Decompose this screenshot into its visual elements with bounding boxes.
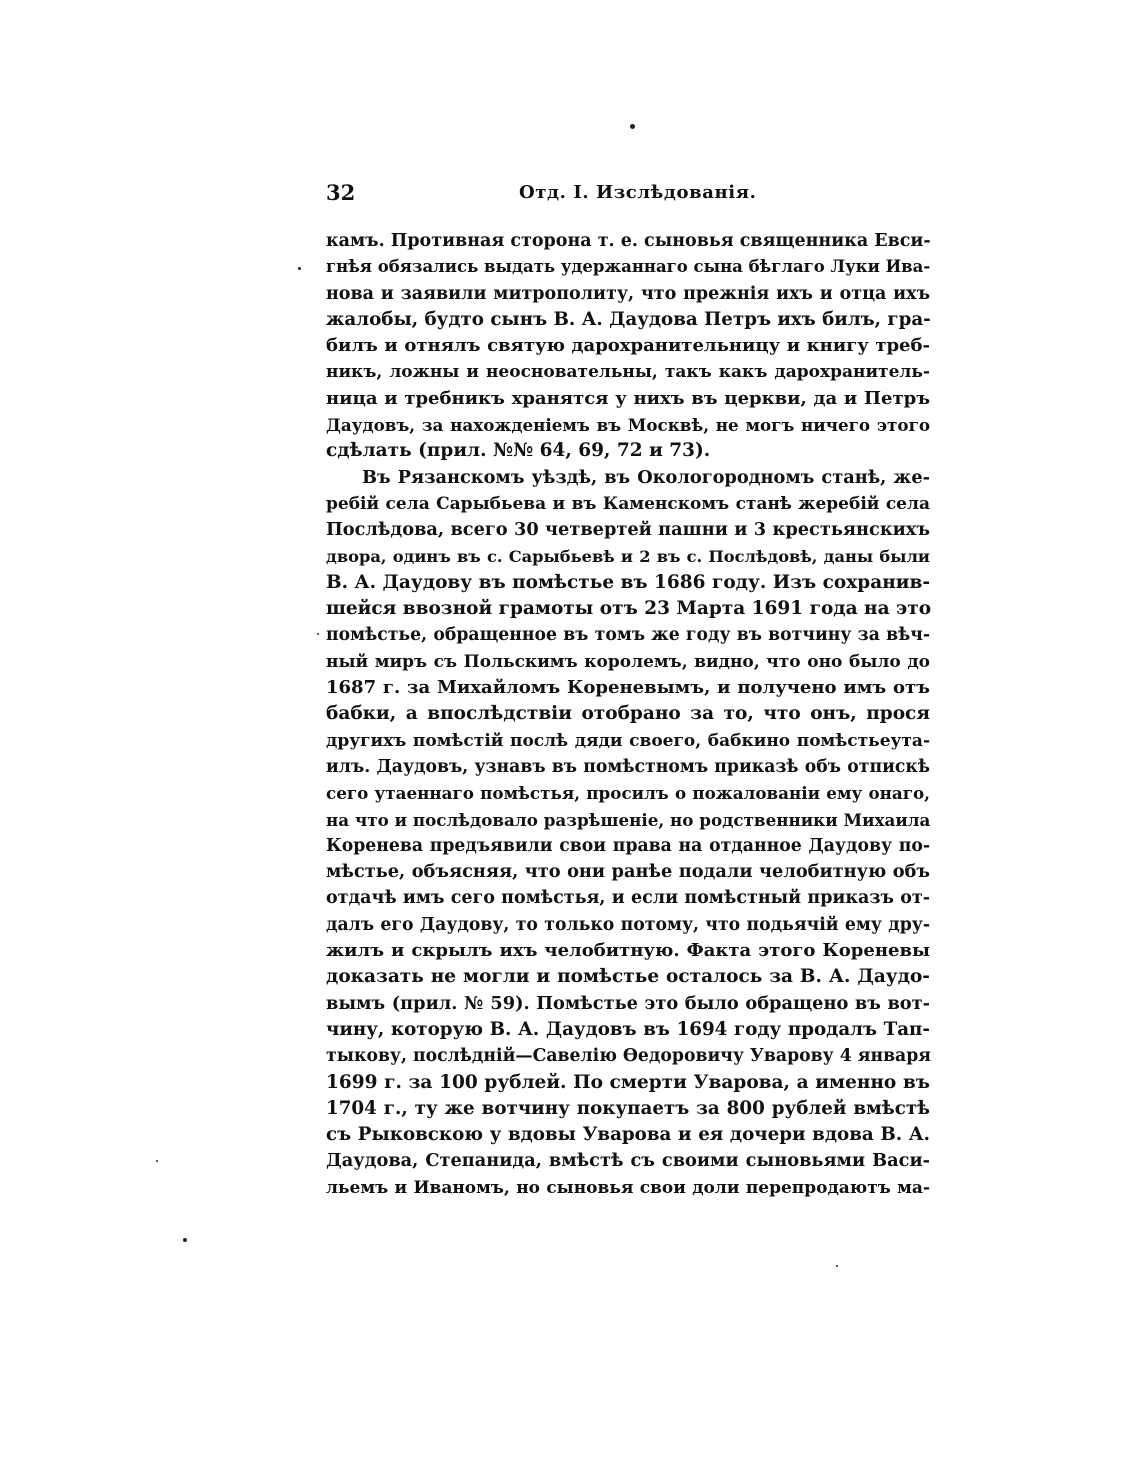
text-line: камъ. Противная сторона т. е. сыновья священника Евси- bbox=[326, 231, 931, 251]
text-line: другихъ помѣстій послѣ дяди своего, бабкино помѣстьеута- bbox=[326, 730, 930, 751]
text-line: двора, одинъ въ с. Сарыбьевѣ и 2 въ с. Послѣдовѣ, даны были bbox=[326, 546, 930, 566]
text-line: билъ и отнялъ святую дарохранительницу и книгу треб- bbox=[326, 335, 930, 357]
text-line: отдачѣ имъ сего помѣстья, и если помѣстный приказъ от- bbox=[326, 888, 930, 909]
text-line: доказать не могли и помѣстье осталось за В. А. Даудо- bbox=[326, 966, 930, 988]
scan-speck bbox=[836, 1265, 838, 1267]
text-line: нова и заявили митрополиту, что прежнія ихъ и отца ихъ bbox=[326, 283, 930, 304]
text-line: В. А. Даудову въ помѣстье въ 1686 году. Изъ сохранив- bbox=[326, 571, 930, 593]
text-line: льемъ и Иваномъ, но сыновья свои доли перепродаютъ ма- bbox=[326, 1177, 930, 1198]
running-head: Отд. I. Изслѣдованія. bbox=[519, 182, 757, 203]
text-line: сдѣлать (прил. №№ 64, 69, 72 и 73). bbox=[326, 440, 711, 462]
text-line: жилъ и скрылъ ихъ челобитную. Факта этого Кореневы bbox=[326, 940, 930, 962]
text-line: на что и послѣдовало разрѣшеніе, но родственники Михаила bbox=[326, 809, 931, 830]
scan-speck bbox=[156, 1160, 158, 1162]
scan-speck bbox=[630, 124, 635, 129]
text-line: Послѣдова, всего 30 четвертей пашни и 3 крестьянскихъ bbox=[326, 519, 930, 541]
text-line: никъ, ложны и неосновательны, такъ какъ дарохранитель- bbox=[326, 362, 930, 383]
text-line: Коренева предъявили свои права на отданное Даудову по- bbox=[326, 835, 930, 856]
text-line: жалобы, будто сынъ В. А. Даудова Петръ ихъ билъ, гра- bbox=[326, 308, 931, 330]
text-line: 1704 г., ту же вотчину покупаетъ за 800 рублей вмѣстѣ bbox=[326, 1097, 930, 1119]
scan-speck bbox=[183, 1238, 187, 1242]
text-line: тыкову, послѣдній—Савелію Ѳедоровичу Уварову 4 января bbox=[326, 1046, 932, 1067]
text-line: 1687 г. за Михайломъ Кореневымъ, и получено имъ отъ bbox=[326, 677, 930, 699]
text-line: бабки, а впослѣдствіи отобрано за то, что онъ, прося bbox=[326, 703, 930, 725]
text-line: ница и требникъ хранятся у нихъ въ церкви, да и Петръ bbox=[326, 387, 930, 409]
text-line: ребій села Сарыбьева и въ Каменскомъ станѣ жеребій села bbox=[326, 493, 930, 514]
text-line: шейся ввозной грамоты отъ 23 Марта 1691 года на это bbox=[326, 598, 932, 620]
text-line: гнѣя обязались выдать удержаннаго сына бѣглаго Луки Ива- bbox=[326, 257, 931, 277]
text-line: 1699 г. за 100 рублей. По смерти Уварова, а именно въ bbox=[326, 1071, 930, 1093]
scan-speck bbox=[317, 633, 319, 635]
text-line: ный миръ съ Польскимъ королемъ, видно, что оно было до bbox=[326, 651, 930, 672]
text-line: чину, которую В. А. Даудовъ въ 1694 году продалъ Тап- bbox=[326, 1018, 930, 1040]
text-line: вымъ (прил. № 59). Помѣстье это было обращено въ вот- bbox=[326, 992, 930, 1014]
scan-speck bbox=[298, 267, 301, 270]
text-line: Даудова, Степанида, вмѣстѣ съ своими сыновьями Васи- bbox=[326, 1150, 930, 1172]
text-line: Въ Рязанскомъ уѣздѣ, въ Окологородномъ станѣ, же- bbox=[362, 466, 930, 488]
page-number: 32 bbox=[326, 180, 356, 205]
text-line: далъ его Даудову, то только потому, что подьячій ему дру- bbox=[326, 914, 930, 935]
text-line: Даудовъ, за нахожденіемъ въ Москвѣ, не могъ ничего этого bbox=[326, 415, 930, 436]
text-line: мѣстье, объясняя, что они ранѣе подали челобитную объ bbox=[326, 861, 930, 883]
text-line: сего утаеннаго помѣстья, просилъ о пожалованіи ему онаго, bbox=[326, 783, 930, 804]
page-header bbox=[326, 180, 930, 210]
text-line: помѣстье, обращенное въ томъ же году въ вотчину за вѣч- bbox=[326, 625, 930, 646]
text-line: съ Рыковскою у вдовы Уварова и ея дочери вдова В. А. bbox=[326, 1124, 930, 1146]
body-text bbox=[326, 228, 930, 1201]
text-line: илъ. Даудовъ, узнавъ въ помѣстномъ приказѣ объ отпискѣ bbox=[326, 756, 930, 777]
